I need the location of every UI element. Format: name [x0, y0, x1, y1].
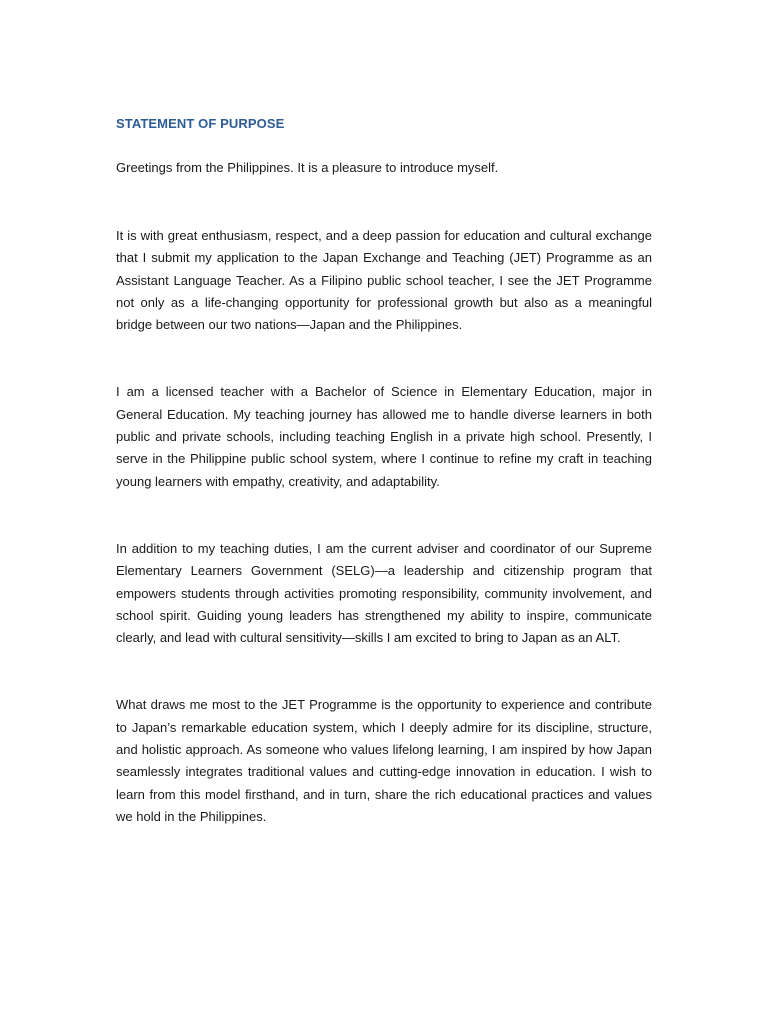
greeting-line: Greetings from the Philippines. It is a pleasure to introduce myself. [116, 160, 499, 175]
document-title: STATEMENT OF PURPOSE [116, 116, 285, 131]
paragraph-introduction: It is with great enthusiasm, respect, and a deep passion for education and cultural exchange that I submit my application to the Japan Exchange and Teaching (JET) Programme as an Assistant Language Teacher. As a Filipino public school teacher, I see the JET Programme not only as a life-changing opportunity for professional growth but also as a meaningful bridge between our two nations—Japan and the Philippines. [116, 228, 652, 333]
paragraph-leadership: In addition to my teaching duties, I am the current adviser and coordinator of our Supreme Elementary Learners Government (SELG)—a leadership and citizenship program that empowers students through activities promoting responsibility, community involvement, and school spirit. Guiding young leaders has strengthened my ability to inspire, communicate clearly, and lead with cultural sensitivity—skills I am excited to bring to Japan as an ALT. [116, 540, 652, 646]
document-page [116, 114, 652, 828]
paragraph-motivation: What draws me most to the JET Programme is the opportunity to experience and contribute to Japan’s remarkable education system, which I deeply admire for its discipline, structure, and holistic approach. As someone who values lifelong learning, I am inspired by how Japan seamlessly integrates traditional values and cutting-edge innovation in education. I wish to learn from this model firsthand, and in turn, share the rich educational practices and values we hold in the Philippines. [116, 697, 652, 824]
paragraph-qualifications: I am a licensed teacher with a Bachelor of Science in Elementary Education, major in General Education. My teaching journey has allowed me to handle diverse learners in both public and private schools, including teaching English in a private high school. Presently, I serve in the Philippine public school system, where I continue to refine my craft in teaching young learners with empathy, creativity, and adaptability. [116, 384, 652, 489]
